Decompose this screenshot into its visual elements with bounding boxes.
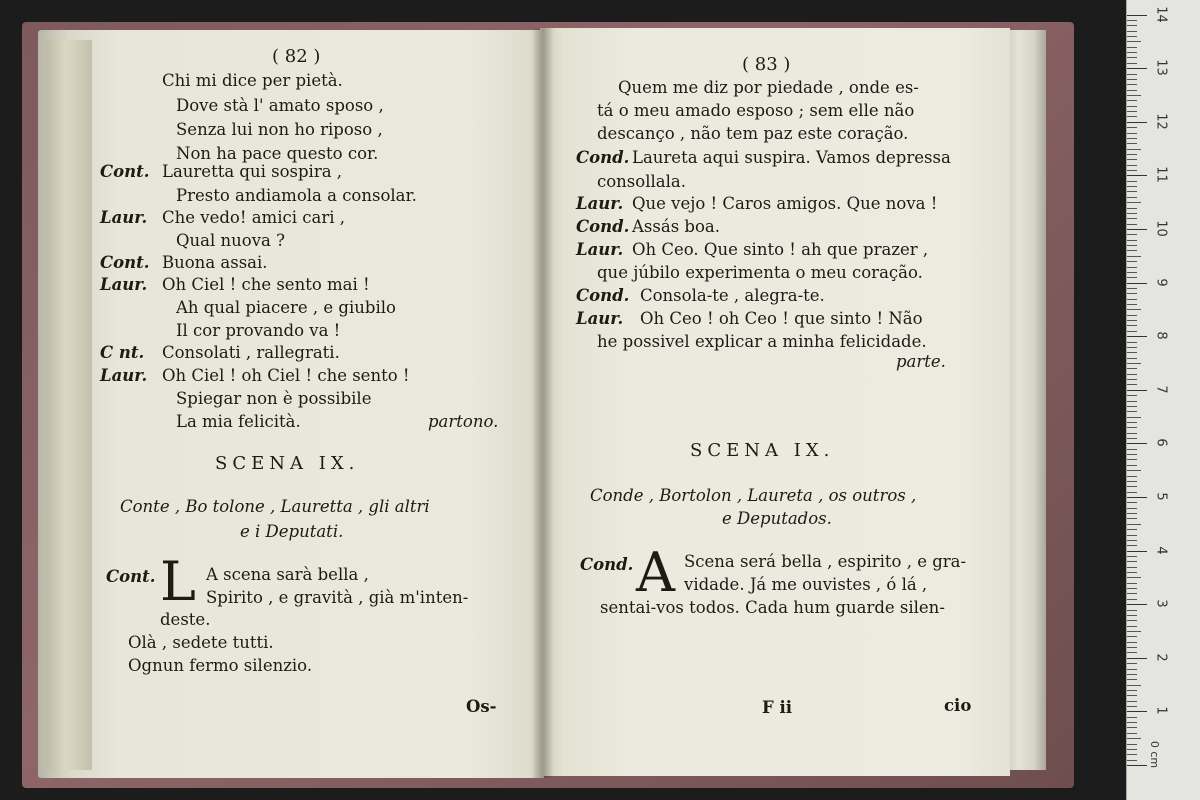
ruler-tick	[1127, 191, 1137, 192]
ruler-tick	[1127, 422, 1137, 423]
speaker-label: Laur.	[576, 194, 624, 213]
ruler-tick	[1127, 25, 1137, 26]
ruler-tick	[1127, 283, 1147, 284]
speaker-label: C nt.	[100, 343, 145, 362]
text-line: deste.	[160, 610, 211, 629]
text-line: Oh Ceo ! oh Ceo ! que sinto ! Não	[640, 309, 923, 328]
ruler-number: 12	[1153, 113, 1169, 130]
ruler-tick	[1127, 100, 1137, 101]
ruler-number: 13	[1153, 59, 1169, 76]
ruler-tick	[1127, 250, 1137, 251]
ruler-tick	[1127, 610, 1137, 611]
ruler-tick	[1127, 449, 1137, 450]
ruler-tick	[1127, 218, 1137, 219]
text-line: Ah qual piacere , e giubilo	[176, 298, 396, 317]
ruler-number: 7	[1153, 385, 1169, 394]
ruler-number: 3	[1153, 599, 1169, 608]
text-line: Chi mi dice per pietà.	[162, 71, 343, 90]
ruler-tick	[1127, 411, 1137, 412]
speaker-label: Cont.	[106, 567, 156, 586]
ruler-tick	[1127, 572, 1137, 573]
ruler-tick	[1127, 679, 1137, 680]
ruler-tick	[1127, 513, 1137, 514]
ruler-tick	[1127, 116, 1137, 117]
ruler-tick	[1127, 669, 1137, 670]
ruler-tick	[1127, 347, 1137, 348]
text-line: Buona assai.	[162, 253, 268, 272]
ruler-tick	[1127, 749, 1137, 750]
ruler-tick	[1127, 454, 1137, 455]
scene-heading: SCENA IX.	[215, 453, 360, 474]
speaker-label: Cont.	[100, 253, 150, 272]
ruler-tick	[1127, 658, 1147, 659]
ruler-tick	[1127, 620, 1137, 621]
page-number-82: ( 82 )	[272, 46, 321, 67]
ruler-tick	[1127, 363, 1141, 364]
speaker-label: Laur.	[100, 366, 148, 385]
ruler-tick	[1127, 706, 1137, 707]
ruler-tick	[1127, 293, 1137, 294]
speaker-label: Cond.	[576, 217, 630, 236]
ruler-tick	[1127, 674, 1137, 675]
speaker-label: Laur.	[576, 309, 624, 328]
ruler-tick	[1127, 545, 1137, 546]
ruler-tick	[1127, 261, 1137, 262]
text-line: Qual nuova ?	[176, 231, 285, 250]
ruler-tick	[1127, 417, 1141, 418]
ruler-number: 8	[1153, 331, 1169, 340]
page-block-edge	[1006, 30, 1046, 770]
ruler-tick	[1127, 401, 1137, 402]
ruler-tick	[1127, 256, 1141, 257]
ruler-tick	[1127, 631, 1141, 632]
ruler-tick	[1127, 106, 1137, 107]
text-line: Olà , sedete tutti.	[128, 633, 274, 652]
text-line: Que vejo ! Caros amigos. Que nova !	[632, 194, 938, 213]
speaker-label: Laur.	[100, 275, 148, 294]
ruler-tick	[1127, 395, 1137, 396]
catchword: cio	[944, 696, 972, 715]
ruler-tick	[1127, 170, 1137, 171]
ruler-tick	[1127, 508, 1137, 509]
ruler-tick	[1127, 567, 1137, 568]
ruler-tick	[1127, 304, 1137, 305]
ruler-tick	[1127, 181, 1137, 182]
ruler-tick	[1127, 556, 1137, 557]
character-list: Conde , Bortolon , Laureta , os outros ,	[590, 486, 917, 505]
ruler-tick	[1127, 599, 1137, 600]
text-line: he possivel explicar a minha felicidade.	[597, 332, 927, 351]
ruler-tick	[1127, 583, 1137, 584]
signature-mark: F ii	[762, 698, 792, 717]
ruler-tick	[1127, 470, 1141, 471]
ruler-tick	[1127, 202, 1141, 203]
ruler-tick	[1127, 143, 1137, 144]
ruler-tick	[1127, 577, 1141, 578]
ruler-tick	[1127, 642, 1137, 643]
ruler-tick	[1127, 111, 1137, 112]
ruler-tick	[1127, 663, 1137, 664]
ruler-tick	[1127, 277, 1137, 278]
speaker-label: Cond.	[576, 148, 630, 167]
ruler-tick	[1127, 529, 1137, 530]
ruler-tick	[1127, 15, 1147, 16]
ruler-tick	[1127, 754, 1137, 755]
ruler-tick	[1127, 433, 1137, 434]
ruler-tick	[1127, 476, 1137, 477]
ruler-tick	[1127, 690, 1137, 691]
ruler-tick	[1127, 647, 1137, 648]
scene-heading: SCENA IX.	[690, 440, 835, 461]
ruler-tick	[1127, 406, 1137, 407]
ruler-tick	[1127, 652, 1137, 653]
ruler-tick	[1127, 165, 1137, 166]
ruler-tick	[1127, 358, 1137, 359]
text-line: Ognun fermo silenzio.	[128, 656, 313, 675]
character-list: Conte , Bo tolone , Lauretta , gli altri	[120, 497, 430, 516]
ruler-tick	[1127, 465, 1137, 466]
ruler-tick	[1127, 186, 1137, 187]
ruler-tick	[1127, 524, 1141, 525]
ruler-tick	[1127, 31, 1137, 32]
ruler-number: 4	[1153, 545, 1169, 555]
text-line: tá o meu amado esposo ; sem elle não	[597, 101, 915, 120]
ruler-tick	[1127, 331, 1137, 332]
ruler-tick	[1127, 36, 1137, 37]
text-line: La mia felicità.	[176, 412, 301, 431]
ruler-tick	[1127, 374, 1137, 375]
ruler-number: 5	[1153, 492, 1169, 501]
ruler-tick	[1127, 379, 1137, 380]
ruler-tick	[1127, 492, 1137, 493]
ruler-tick	[1127, 486, 1137, 487]
ruler-tick	[1127, 272, 1137, 273]
text-line: consollala.	[597, 172, 686, 191]
ruler-tick	[1127, 41, 1141, 42]
text-line: Scena será bella , espirito , e gra-	[684, 552, 967, 571]
ruler-tick	[1127, 52, 1137, 53]
text-line: Oh Ciel ! oh Ciel ! che sento !	[162, 366, 410, 385]
ruler-tick	[1127, 390, 1147, 391]
ruler-tick	[1127, 315, 1137, 316]
stage-direction: partono.	[428, 412, 499, 431]
speaker-label: Laur.	[576, 240, 624, 259]
ruler-tick	[1127, 738, 1141, 739]
text-line: sentai-vos todos. Cada hum guarde silen-	[600, 598, 945, 617]
speaker-label: Laur.	[100, 208, 148, 227]
text-line: Lauretta qui sospira ,	[162, 162, 343, 181]
text-line: Consola-te , alegra-te.	[640, 286, 825, 305]
ruler-tick	[1127, 122, 1147, 123]
ruler-tick	[1127, 535, 1137, 536]
ruler-tick	[1127, 593, 1137, 594]
ruler-tick	[1127, 20, 1137, 21]
text-line: Oh Ceo. Que sinto ! ah que prazer ,	[632, 240, 929, 259]
ruler-tick	[1127, 240, 1137, 241]
ruler-tick	[1127, 154, 1137, 155]
text-line: Assás boa.	[632, 217, 720, 236]
ruler-unit-label: 0 cm	[1148, 740, 1162, 769]
ruler-number: 10	[1153, 220, 1169, 237]
ruler-tick	[1127, 299, 1137, 300]
ruler-number: 1	[1153, 706, 1169, 716]
ruler-tick	[1127, 57, 1137, 58]
ruler-tick	[1127, 175, 1147, 176]
ruler-tick	[1127, 561, 1137, 562]
ruler-tick	[1127, 744, 1137, 745]
text-line: Presto andiamola a consolar.	[176, 186, 417, 205]
text-line: Quem me diz por piedade , onde es-	[618, 78, 919, 97]
ruler-number: 11	[1153, 166, 1169, 184]
ruler-tick	[1127, 717, 1137, 718]
text-line: Spirito , e gravità , già m'inten-	[206, 588, 469, 607]
ruler-tick	[1127, 325, 1137, 326]
ruler-tick	[1127, 502, 1137, 503]
text-line: Oh Ciel ! che sento mai !	[162, 275, 370, 294]
ruler-tick	[1127, 133, 1137, 134]
speaker-label: Cond.	[576, 286, 630, 305]
ruler-tick	[1127, 90, 1137, 91]
text-line: A scena sarà bella ,	[206, 565, 369, 584]
text-line: Consolati , rallegrati.	[162, 343, 340, 362]
text-line: vidade. Já me ouvistes , ó lá ,	[684, 575, 928, 594]
ruler-tick	[1127, 711, 1147, 712]
ruler-tick	[1127, 229, 1147, 230]
ruler-tick	[1127, 342, 1137, 343]
ruler-tick	[1127, 626, 1137, 627]
ruler-tick	[1127, 352, 1137, 353]
drop-cap: A	[636, 541, 675, 604]
speaker-label: Cont.	[100, 162, 150, 181]
ruler-number: 6	[1153, 438, 1169, 448]
character-list: e Deputados.	[722, 509, 832, 528]
ruler-number: 14	[1153, 5, 1169, 23]
ruler-tick	[1127, 208, 1137, 209]
ruler-tick	[1127, 588, 1137, 589]
ruler-tick	[1127, 224, 1137, 225]
ruler-tick	[1127, 497, 1147, 498]
ruler-tick	[1127, 459, 1137, 460]
ruler-tick	[1127, 47, 1137, 48]
ruler-tick	[1127, 438, 1137, 439]
ruler-tick	[1127, 68, 1147, 69]
ruler-tick	[1127, 288, 1137, 289]
ruler-tick	[1127, 760, 1137, 761]
drop-cap: L	[160, 550, 196, 613]
ruler-tick	[1127, 95, 1141, 96]
ruler-tick	[1127, 309, 1141, 310]
ruler-tick	[1127, 149, 1141, 150]
ruler-tick	[1127, 197, 1137, 198]
ruler-tick	[1127, 245, 1137, 246]
text-line: Dove stà l' amato sposo ,	[176, 96, 384, 115]
ruler-tick	[1127, 695, 1137, 696]
binding-strip	[46, 40, 92, 770]
ruler-tick	[1127, 384, 1137, 385]
text-line: Il cor provando va !	[176, 321, 341, 340]
ruler-tick	[1127, 336, 1147, 337]
measurement-ruler	[1126, 0, 1200, 800]
stage-direction: parte.	[896, 352, 946, 371]
ruler-tick	[1127, 733, 1137, 734]
ruler-tick	[1127, 540, 1137, 541]
text-line: Senza lui non ho riposo ,	[176, 120, 383, 139]
ruler-number: 2	[1153, 653, 1169, 662]
ruler-tick	[1127, 213, 1137, 214]
text-line: descanço , não tem paz este coração.	[597, 124, 909, 143]
ruler-tick	[1127, 138, 1137, 139]
ruler-tick	[1127, 63, 1137, 64]
character-list: e i Deputati.	[240, 522, 344, 541]
ruler-tick	[1127, 320, 1137, 321]
ruler-tick	[1127, 443, 1147, 444]
catchword: Os-	[466, 697, 497, 716]
ruler-tick	[1127, 267, 1137, 268]
page-number-83: ( 83 )	[742, 54, 791, 75]
ruler-tick	[1127, 481, 1137, 482]
ruler-tick	[1127, 127, 1137, 128]
ruler-tick	[1127, 159, 1137, 160]
ruler-tick	[1127, 685, 1141, 686]
ruler-tick	[1127, 551, 1147, 552]
speaker-label: Cond.	[580, 555, 634, 574]
ruler-tick	[1127, 234, 1137, 235]
ruler-tick	[1127, 518, 1137, 519]
ruler-tick	[1127, 427, 1137, 428]
ruler-tick	[1127, 636, 1137, 637]
ruler-tick	[1127, 368, 1137, 369]
ruler-tick	[1127, 701, 1137, 702]
text-line: Laureta aqui suspira. Vamos depressa	[632, 148, 951, 167]
ruler-number: 9	[1153, 277, 1169, 287]
ruler-tick	[1127, 604, 1147, 605]
text-line: Spiegar non è possibile	[176, 389, 372, 408]
ruler-tick	[1127, 74, 1137, 75]
ruler-tick	[1127, 79, 1137, 80]
ruler-tick	[1127, 84, 1137, 85]
text-line: que júbilo experimenta o meu coração.	[597, 263, 923, 282]
text-line: Che vedo! amici cari ,	[162, 208, 345, 227]
book-gutter	[532, 28, 554, 778]
ruler-tick	[1127, 727, 1137, 728]
text-line: Non ha pace questo cor.	[176, 144, 379, 163]
ruler-tick	[1127, 722, 1137, 723]
ruler-tick	[1127, 765, 1147, 766]
ruler-tick	[1127, 615, 1137, 616]
